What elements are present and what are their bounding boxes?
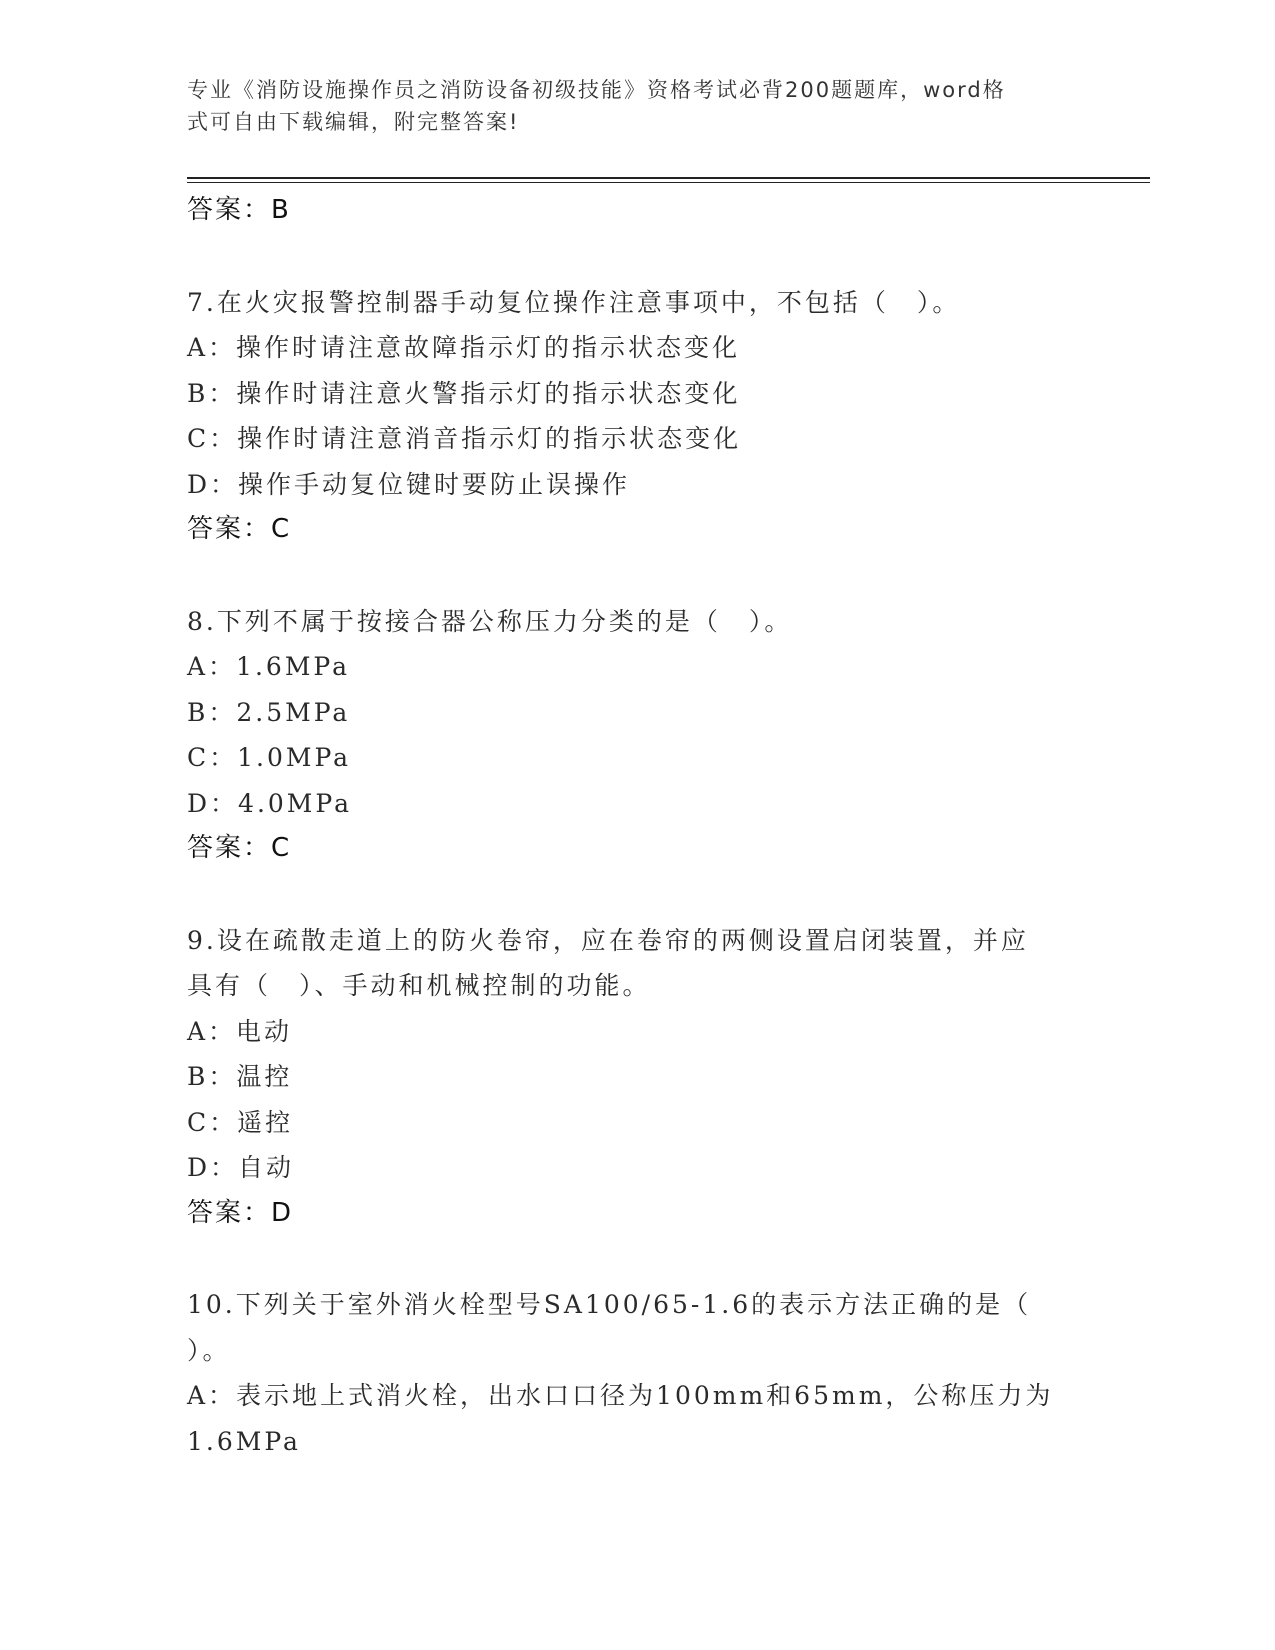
spacer (187, 553, 1087, 599)
question-10-option-a-line-1: A：表示地上式消火栓，出水口口径为100mm和65mm，公称压力为 (187, 1381, 1054, 1410)
question-7 (187, 280, 1087, 553)
question-8 (187, 599, 1087, 872)
question-9-option-b: B：温控 (187, 1062, 293, 1091)
question-8-stem: 8.下列不属于按接合器公称压力分类的是（ ）。 (187, 606, 793, 636)
question-10-option-a-line-2: 1.6MPa (187, 1426, 301, 1456)
question-8-option-d: D：4.0MPa (187, 788, 353, 818)
question-10-stem-line-1: 10.下列关于室外消火栓型号SA100/65-1.6的表示方法正确的是（ (187, 1290, 1032, 1319)
header-divider (187, 177, 1150, 183)
document-header (187, 74, 1067, 138)
question-7-option-d: D：操作手动复位键时要防止误操作 (187, 469, 631, 499)
question-9 (187, 918, 1087, 1237)
spacer (187, 872, 1087, 918)
header-line-1: 专业《消防设施操作员之消防设备初级技能》资格考试必背200题题库，word格 (187, 78, 1006, 102)
header-line-2: 式可自由下载编辑，附完整答案! (187, 110, 520, 134)
question-9-option-a: A：电动 (187, 1016, 293, 1046)
question-7-option-c: C：操作时请注意消音指示灯的指示状态变化 (187, 424, 742, 453)
question-8-option-a: A：1.6MPa (187, 652, 351, 681)
question-8-option-b: B：2.5MPa (187, 697, 351, 727)
question-8-option-c: C：1.0MPa (187, 743, 352, 772)
question-10-stem-line-2: ）。 (187, 1335, 231, 1365)
question-7-stem: 7.在火灾报警控制器手动复位操作注意事项中，不包括（ ）。 (187, 287, 961, 317)
question-9-option-c: C：遥控 (187, 1107, 294, 1137)
question-10 (187, 1282, 1087, 1464)
previous-answer: 答案：B (187, 195, 291, 225)
spacer (187, 1236, 1087, 1282)
question-7-answer: 答案：C (187, 514, 292, 544)
question-8-answer: 答案：C (187, 833, 292, 863)
question-9-answer: 答案：D (187, 1197, 294, 1228)
question-7-option-a: A：操作时请注意故障指示灯的指示状态变化 (187, 333, 741, 362)
question-9-stem-line-2: 具有（ ）、手动和机械控制的功能。 (187, 971, 651, 1000)
spacer (187, 234, 1087, 280)
question-7-option-b: B：操作时请注意火警指示灯的指示状态变化 (187, 378, 741, 408)
question-list (187, 188, 1087, 1464)
question-9-option-d: D：自动 (187, 1153, 295, 1182)
question-9-stem-line-1: 9.设在疏散走道上的防火卷帘，应在卷帘的两侧设置启闭装置，并应 (187, 925, 1029, 955)
